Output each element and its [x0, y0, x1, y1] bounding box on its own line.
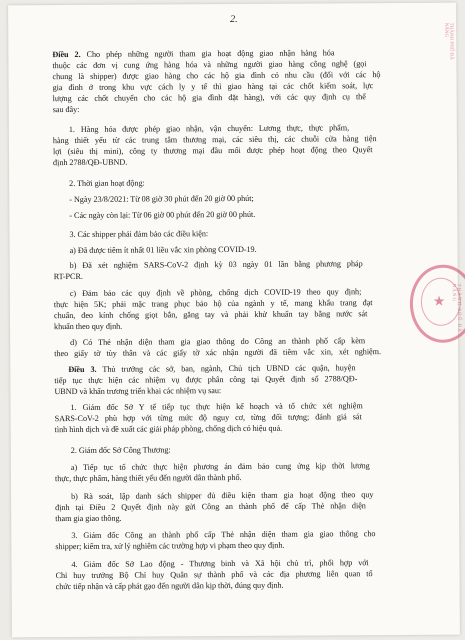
- text-segment: a) Tiếp tục tổ chức thực hiện phương án đảm bảo cung ứng kịp thời lương: [70, 461, 370, 472]
- text-line: [69, 228, 208, 240]
- article-heading: Điều 2.: [52, 49, 81, 60]
- text-line: [53, 144, 373, 157]
- text-segment: tiếp tục thực hiện các nhiệm vụ được phân công tại Quyết định số 2788/QĐ-: [54, 374, 358, 386]
- text-segment: a) Đã được tiêm ít nhất 01 liều vắc xin phòng COVID-19.: [69, 244, 257, 256]
- text-segment: RT-PCR.: [53, 271, 83, 282]
- text-segment: c) Đảm bảo các quy định về phòng, chống dịch COVID-19 theo quy định;: [69, 287, 362, 299]
- text-segment: thực hiện 5K; phải mặc trang phục bảo hộ của ngành y tế, mang khẩu trang đạt: [53, 298, 373, 310]
- text-segment: thuộc các đơn vị cung ứng hàng hóa và những người giao hàng công nghệ (gọi: [52, 59, 367, 71]
- text-line: [54, 385, 221, 397]
- text-line: [54, 373, 357, 386]
- text-segment: b) Rà soát, lập danh sách shipper đủ điều kiện tham gia hoạt động theo quy: [71, 490, 374, 501]
- text-line: [71, 460, 370, 473]
- article-heading: Điều 3.: [68, 364, 97, 375]
- text-line: [54, 321, 122, 332]
- text-line: [55, 540, 284, 552]
- text-line: [69, 193, 253, 205]
- text-segment: hàng thiết yếu từ các trung tâm thương mại, các siêu thị, các chuỗi cửa hàng tiện: [52, 134, 377, 146]
- text-segment: 1. Giám đốc Sở Y tế tiếp tục thực hiện kế hoạch và tổ chức xét nghiệm: [70, 401, 363, 413]
- text-segment: chức tiếp nhận và cấp phát gạo đến người dân kịp thời, đúng quy định.: [55, 580, 284, 592]
- text-line: [54, 308, 367, 321]
- text-line: [53, 104, 80, 115]
- text-segment: d) Có Thẻ nhận diện tham gia giao thông do Công an thành phố cấp kèm: [70, 336, 366, 348]
- text-line: [70, 244, 257, 256]
- text-segment: chung là shipper) được giao hàng cho các hộ gia đình có nhu cầu (đối với các hộ: [52, 70, 381, 82]
- official-seal: [410, 265, 465, 343]
- text-segment: Thủ trưởng các sở, ban, ngành, Chủ tịch UBND các quận, huyện: [96, 363, 356, 374]
- text-line: [53, 91, 366, 104]
- text-line: [71, 444, 171, 456]
- text-line: [70, 258, 363, 271]
- text-segment: theo giấy tờ tùy thân và các giấy tờ xác nhận người đã tiêm vắc xin, xét nghiệm.: [54, 347, 381, 359]
- text-segment: gia đình ở trong khu vực cách ly y tế thì giao hàng tại các chốt kiểm soát, lực: [52, 81, 374, 93]
- text-segment: SARS-CoV-2 phù hợp với từng mức độ nguy cơ, từng đối tượng; đánh giá sát: [54, 412, 362, 424]
- text-segment: sau đây:: [52, 104, 80, 115]
- text-line: [53, 157, 127, 168]
- text-segment: - Các ngày còn lại: Từ 06 giờ 00 phút đến 20 giờ 00 phút.: [69, 209, 256, 221]
- document-page: [8, 3, 460, 638]
- text-line: [69, 178, 145, 189]
- text-line: [69, 209, 255, 221]
- text-segment: Chỉ huy trưởng Bộ Chỉ huy Quân sự thành phố và các địa phương liên quan tổ: [55, 569, 373, 581]
- text-line: [71, 528, 375, 541]
- seal-edge: THÀNH PHỐ ĐÀ NẴNG: [443, 22, 454, 60]
- text-segment: - Ngày 23/8/2021: Từ 08 giờ 30 phút đến 20 giờ 00 phút;: [69, 193, 254, 205]
- seal-star-icon: ★: [432, 294, 446, 310]
- text-line: [56, 580, 284, 592]
- text-line: [55, 472, 242, 484]
- text-segment: lượng các chốt chuyển cho các hộ gia đình đặt hàng), với các quy định cụ thể: [52, 92, 366, 104]
- text-segment: 2. Thời gian hoạt động:: [69, 178, 145, 189]
- text-line: [54, 271, 83, 282]
- text-segment: 3. Các shipper phải đảm bảo các điều kiện:: [69, 229, 209, 240]
- text-segment: định 2788/QĐ-UBND.: [53, 157, 128, 168]
- text-segment: UBND và khẩn trương triển khai các nhiệm vụ sau:: [54, 386, 222, 397]
- text-line: [55, 513, 121, 524]
- text-segment: Cho phép những người tham gia hoạt động giao nhận hàng hóa: [80, 48, 335, 59]
- seal-text: THÀNH PHỐ ĐÀ NẴNG: [450, 283, 462, 333]
- text-segment: chuẩn, đeo kính chống giọt bắn, găng tay và phải khử khuẩn tay bằng nước sát: [53, 309, 368, 321]
- text-segment: b) Đã xét nghiệm SARS-CoV-2 định kỳ 03 ngày 01 lần bằng phương pháp: [69, 259, 363, 271]
- text-segment: thực, thực phẩm, hàng thiết yếu đến người dân thành phố.: [54, 472, 242, 484]
- text-segment: khuẩn theo quy định.: [54, 321, 123, 332]
- text-segment: 3. Giám đốc Công an thành phố cấp Thẻ nhận diện tham gia giao thông cho: [71, 529, 376, 540]
- text-segment: tình hình dịch và đề xuất các giải pháp phòng, chống dịch có hiệu quả.: [54, 423, 283, 435]
- text-segment: tham gia giao thông.: [55, 513, 122, 524]
- text-segment: định tại Điều 2 Quyết định này gửi Công an thành phố để cấp Thẻ nhận diện: [55, 501, 366, 513]
- text-line: [55, 500, 366, 513]
- text-segment: shipper; kiểm tra, xử lý nghiêm các trường hợp vi phạm theo quy định.: [55, 540, 285, 552]
- text-segment: lợi (siêu thị mini), công ty thương mại đầu mối được phép hoạt động theo Quyết: [52, 145, 373, 157]
- text-segment: 4. Giám đốc Sở Lao động - Thương binh và Xã hội chủ trì, phối hợp với: [71, 558, 369, 569]
- page-number: 2.: [230, 13, 238, 26]
- text-segment: 1. Hàng hóa được phép giao nhận, vận chuyển: Lương thực, thực phẩm,: [68, 123, 350, 135]
- text-line: [54, 346, 381, 359]
- text-line: [55, 423, 283, 435]
- text-segment: 2. Giám đốc Sở Công Thương:: [70, 445, 171, 455]
